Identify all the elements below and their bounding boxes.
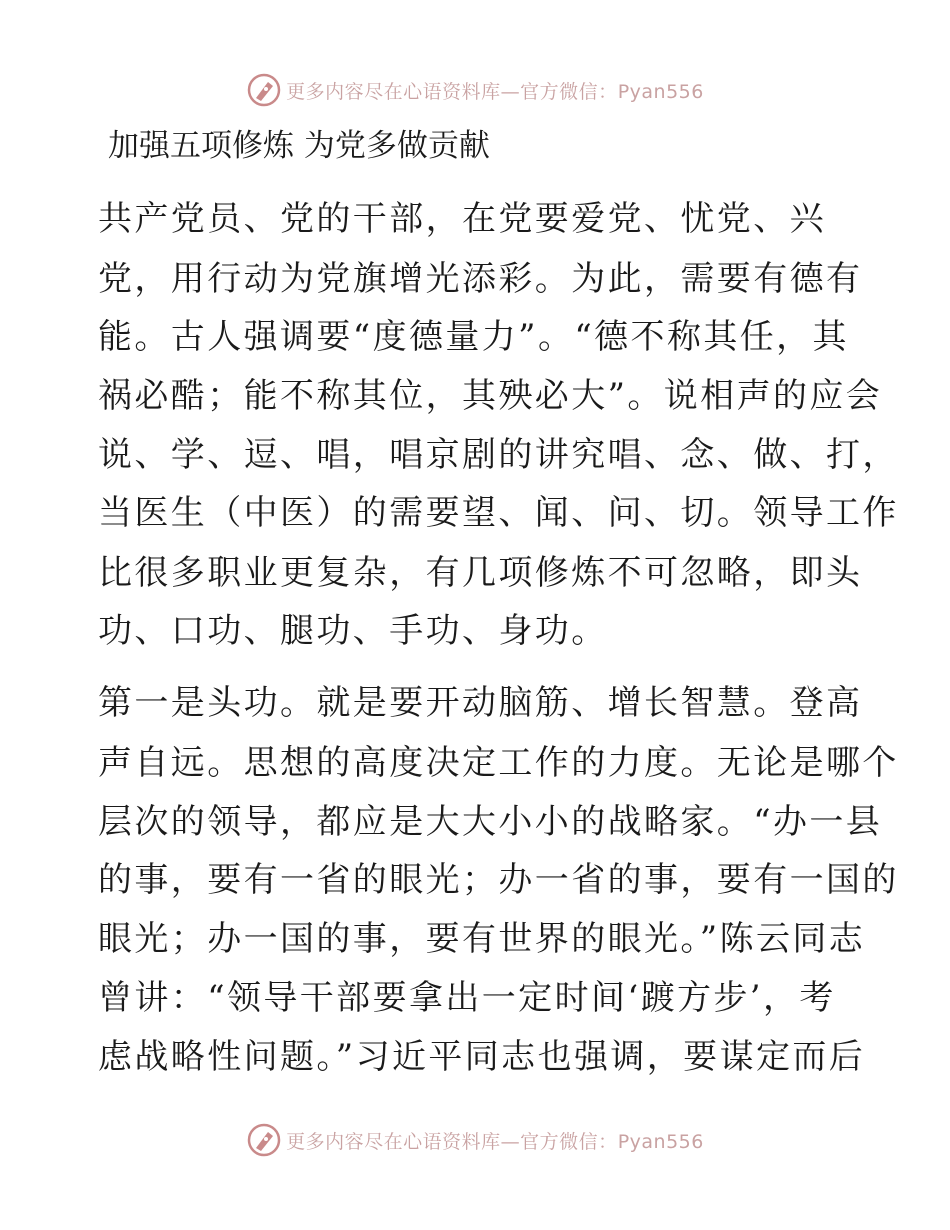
header-watermark xyxy=(0,70,950,110)
document-title: 加强五项修炼 为党多做贡献 xyxy=(108,128,490,164)
text-line: 说、学、逗、唱，唱京剧的讲究唱、念、做、打， xyxy=(98,435,899,475)
text-line: 祸必酷；能不称其位，其殃必大”。说相声的应会 xyxy=(98,376,883,416)
footer-watermark xyxy=(0,1120,950,1160)
text-line: 党，用行动为党旗增光添彩。为此，需要有德有 xyxy=(98,259,863,299)
text-line: 层次的领导，都应是大大小小的战略家。“办一县 xyxy=(98,802,883,842)
text-line: 当医生（中医）的需要望、闻、问、切。领导工作 xyxy=(98,493,899,533)
pen-nib-circle-icon xyxy=(246,1122,282,1158)
text-line: 比很多职业更复杂，有几项修炼不可忽略，即头 xyxy=(98,553,863,593)
text-line: 能。古人强调要“度德量力”。“德不称其任，其 xyxy=(98,317,849,357)
text-line: 虑战略性问题。”习近平同志也强调，要谋定而后 xyxy=(98,1037,866,1077)
text-line: 共产党员、党的干部，在党要爱党、忧党、兴 xyxy=(98,199,826,239)
text-line: 眼光；办一国的事，要有世界的眼光。”陈云同志 xyxy=(98,919,866,959)
watermark-text: 更多内容尽在心语资料库—官方微信：Pyan556 xyxy=(286,80,704,103)
text-line: 的事，要有一省的眼光；办一省的事，要有一国的 xyxy=(98,860,899,900)
text-line: 第一是头功。就是要开动脑筋、增长智慧。登高 xyxy=(98,683,863,723)
text-line: 声自远。思想的高度决定工作的力度。无论是哪个 xyxy=(98,743,899,783)
watermark-text: 更多内容尽在心语资料库—官方微信：Pyan556 xyxy=(286,1130,704,1153)
text-line: 功、口功、腿功、手功、身功。 xyxy=(98,611,608,651)
text-line: 曾讲：“领导干部要拿出一定时间‘踱方步’，考 xyxy=(98,978,836,1018)
pen-nib-circle-icon xyxy=(246,72,282,108)
